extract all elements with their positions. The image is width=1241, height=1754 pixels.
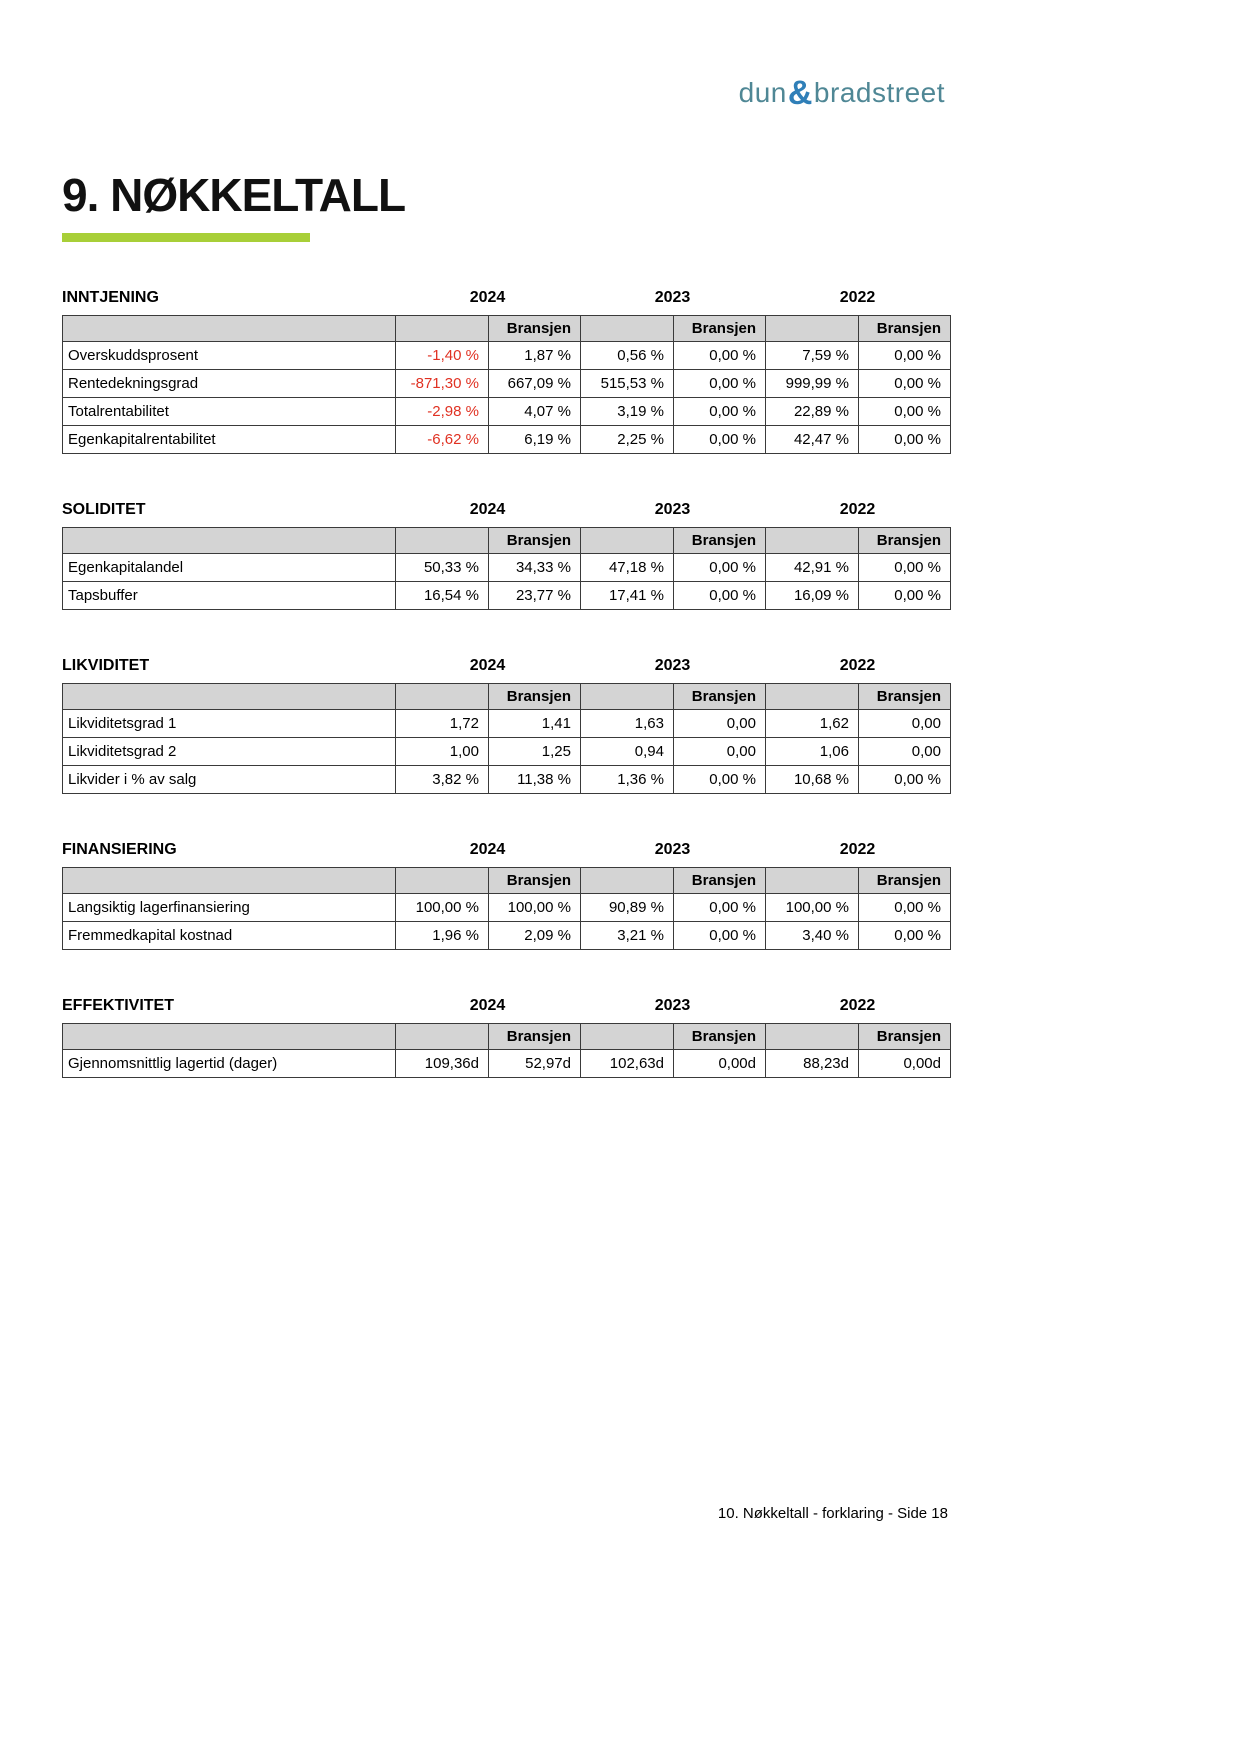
- bransjen-header-cell: Bransjen: [674, 528, 766, 554]
- table-row: [63, 766, 951, 794]
- table-row: [63, 370, 951, 398]
- value-cell: 0,00 %: [859, 398, 951, 426]
- year-label: 2022: [839, 657, 876, 674]
- section-likviditet: [62, 657, 950, 794]
- value-cell: 1,63: [581, 710, 674, 738]
- value-cell: 34,33 %: [489, 554, 581, 582]
- year-label: 2024: [469, 501, 506, 518]
- row-label-cell: Overskuddsprosent: [63, 342, 396, 370]
- value-cell: 3,40 %: [766, 922, 859, 950]
- row-label-cell: Likviditetsgrad 1: [63, 710, 396, 738]
- value-cell: 1,00: [396, 738, 489, 766]
- value-cell: 0,00d: [674, 1050, 766, 1078]
- value-cell: 0,94: [581, 738, 674, 766]
- value-cell: 0,00 %: [859, 582, 951, 610]
- data-table: [62, 315, 951, 454]
- header-empty-cell: [63, 316, 396, 342]
- value-cell: 100,00 %: [396, 894, 489, 922]
- bransjen-header-cell: Bransjen: [489, 528, 581, 554]
- data-table: [62, 867, 951, 950]
- row-label-cell: Likviditetsgrad 2: [63, 738, 396, 766]
- table-row: [63, 554, 951, 582]
- value-cell: 1,25: [489, 738, 581, 766]
- value-cell: 88,23d: [766, 1050, 859, 1078]
- bransjen-header-cell: Bransjen: [489, 868, 581, 894]
- header-empty-cell: [766, 1024, 859, 1050]
- value-cell: 0,00: [674, 710, 766, 738]
- year-label: 2024: [469, 657, 506, 674]
- data-table: [62, 1023, 951, 1078]
- value-cell: 102,63d: [581, 1050, 674, 1078]
- table-row: [63, 710, 951, 738]
- value-cell: 3,82 %: [396, 766, 489, 794]
- value-cell: 16,54 %: [396, 582, 489, 610]
- year-label: 2022: [839, 289, 876, 306]
- value-cell: 10,68 %: [766, 766, 859, 794]
- table-row: [63, 582, 951, 610]
- row-label-cell: Tapsbuffer: [63, 582, 396, 610]
- year-label: 2022: [839, 997, 876, 1014]
- value-cell: 0,00d: [859, 1050, 951, 1078]
- value-cell: -1,40 %: [396, 342, 489, 370]
- table-row: [63, 738, 951, 766]
- value-cell: 42,47 %: [766, 426, 859, 454]
- table-row: [63, 922, 951, 950]
- header-empty-cell: [63, 684, 396, 710]
- bransjen-header-cell: Bransjen: [859, 1024, 951, 1050]
- value-cell: 0,00 %: [859, 370, 951, 398]
- value-cell: 0,00 %: [859, 922, 951, 950]
- section-header: [62, 657, 950, 675]
- value-cell: 667,09 %: [489, 370, 581, 398]
- value-cell: 0,00 %: [674, 398, 766, 426]
- header-empty-cell: [396, 528, 489, 554]
- value-cell: 0,00 %: [674, 766, 766, 794]
- value-cell: 0,00 %: [674, 426, 766, 454]
- value-cell: 1,36 %: [581, 766, 674, 794]
- table-row: [63, 1050, 951, 1078]
- value-cell: 0,00: [859, 738, 951, 766]
- value-cell: 0,00 %: [674, 582, 766, 610]
- header-empty-cell: [581, 1024, 674, 1050]
- bransjen-header-row: [63, 528, 951, 554]
- bransjen-header-cell: Bransjen: [859, 868, 951, 894]
- value-cell: 1,87 %: [489, 342, 581, 370]
- data-table: [62, 527, 951, 610]
- row-label-cell: Fremmedkapital kostnad: [63, 922, 396, 950]
- value-cell: 0,00 %: [859, 766, 951, 794]
- bransjen-header-row: [63, 684, 951, 710]
- value-cell: 11,38 %: [489, 766, 581, 794]
- value-cell: 90,89 %: [581, 894, 674, 922]
- row-label-cell: Likvider i % av salg: [63, 766, 396, 794]
- section-title: INNTJENING: [62, 289, 159, 306]
- header-empty-cell: [63, 1024, 396, 1050]
- page-footer: 10. Nøkkeltall - forklaring - Side 18: [717, 1505, 948, 1522]
- section-header: [62, 997, 950, 1015]
- logo-bradstreet-text: bradstreet: [813, 77, 945, 108]
- value-cell: 0,00: [674, 738, 766, 766]
- value-cell: 3,21 %: [581, 922, 674, 950]
- section-soliditet: [62, 501, 950, 610]
- value-cell: 0,00 %: [674, 342, 766, 370]
- bransjen-header-row: [63, 868, 951, 894]
- value-cell: 2,25 %: [581, 426, 674, 454]
- year-label: 2023: [654, 997, 691, 1014]
- value-cell: 0,00: [859, 710, 951, 738]
- header-empty-cell: [396, 868, 489, 894]
- year-label: 2023: [654, 841, 691, 858]
- section-title: FINANSIERING: [62, 841, 177, 858]
- value-cell: 1,96 %: [396, 922, 489, 950]
- row-label-cell: Totalrentabilitet: [63, 398, 396, 426]
- header-empty-cell: [581, 868, 674, 894]
- header-empty-cell: [766, 316, 859, 342]
- section-title: SOLIDITET: [62, 501, 146, 518]
- section-header: [62, 289, 950, 307]
- value-cell: 6,19 %: [489, 426, 581, 454]
- value-cell: 0,00 %: [859, 894, 951, 922]
- header-empty-cell: [581, 528, 674, 554]
- value-cell: -871,30 %: [396, 370, 489, 398]
- section-inntjening: [62, 289, 950, 454]
- header-empty-cell: [581, 316, 674, 342]
- bransjen-header-cell: Bransjen: [674, 684, 766, 710]
- value-cell: 23,77 %: [489, 582, 581, 610]
- header-empty-cell: [766, 684, 859, 710]
- bransjen-header-cell: Bransjen: [674, 1024, 766, 1050]
- value-cell: 42,91 %: [766, 554, 859, 582]
- bransjen-header-cell: Bransjen: [674, 868, 766, 894]
- value-cell: 0,00 %: [674, 370, 766, 398]
- value-cell: 1,06: [766, 738, 859, 766]
- bransjen-header-cell: Bransjen: [674, 316, 766, 342]
- section-finansiering: [62, 841, 950, 950]
- bransjen-header-cell: Bransjen: [489, 1024, 581, 1050]
- table-row: [63, 894, 951, 922]
- row-label-cell: Langsiktig lagerfinansiering: [63, 894, 396, 922]
- bransjen-header-cell: Bransjen: [489, 684, 581, 710]
- page-content: [62, 0, 950, 1078]
- section-header: [62, 501, 950, 519]
- value-cell: 515,53 %: [581, 370, 674, 398]
- section-title: LIKVIDITET: [62, 657, 150, 674]
- row-label-cell: Egenkapitalandel: [63, 554, 396, 582]
- logo-dun-text: dun: [738, 77, 787, 108]
- value-cell: 109,36d: [396, 1050, 489, 1078]
- year-label: 2023: [654, 501, 691, 518]
- header-empty-cell: [396, 1024, 489, 1050]
- value-cell: 50,33 %: [396, 554, 489, 582]
- year-label: 2023: [654, 289, 691, 306]
- header-empty-cell: [581, 684, 674, 710]
- section-title: EFFEKTIVITET: [62, 997, 174, 1014]
- section-effektivitet: [62, 997, 950, 1078]
- value-cell: 16,09 %: [766, 582, 859, 610]
- table-row: [63, 342, 951, 370]
- value-cell: 0,56 %: [581, 342, 674, 370]
- bransjen-header-cell: Bransjen: [859, 684, 951, 710]
- value-cell: 22,89 %: [766, 398, 859, 426]
- bransjen-header-row: [63, 1024, 951, 1050]
- value-cell: 0,00 %: [859, 426, 951, 454]
- value-cell: 2,09 %: [489, 922, 581, 950]
- value-cell: -2,98 %: [396, 398, 489, 426]
- title-accent-bar: [62, 233, 310, 242]
- value-cell: -6,62 %: [396, 426, 489, 454]
- value-cell: 1,62: [766, 710, 859, 738]
- header-empty-cell: [766, 528, 859, 554]
- value-cell: 999,99 %: [766, 370, 859, 398]
- value-cell: 0,00 %: [674, 922, 766, 950]
- value-cell: 0,00 %: [674, 554, 766, 582]
- bransjen-header-cell: Bransjen: [489, 316, 581, 342]
- value-cell: 0,00 %: [859, 554, 951, 582]
- bransjen-header-cell: Bransjen: [859, 528, 951, 554]
- value-cell: 17,41 %: [581, 582, 674, 610]
- value-cell: 100,00 %: [766, 894, 859, 922]
- bransjen-header-row: [63, 316, 951, 342]
- row-label-cell: Rentedekningsgrad: [63, 370, 396, 398]
- row-label-cell: Gjennomsnittlig lagertid (dager): [63, 1050, 396, 1078]
- year-label: 2024: [469, 841, 506, 858]
- table-row: [63, 426, 951, 454]
- year-label: 2022: [839, 841, 876, 858]
- value-cell: 3,19 %: [581, 398, 674, 426]
- bransjen-header-cell: Bransjen: [859, 316, 951, 342]
- year-label: 2024: [469, 997, 506, 1014]
- value-cell: 4,07 %: [489, 398, 581, 426]
- section-header: [62, 841, 950, 859]
- data-table: [62, 683, 951, 794]
- year-label: 2022: [839, 501, 876, 518]
- row-label-cell: Egenkapitalrentabilitet: [63, 426, 396, 454]
- year-label: 2024: [469, 289, 506, 306]
- value-cell: 0,00 %: [674, 894, 766, 922]
- page-title: 9. NØKKELTALL: [62, 169, 406, 221]
- value-cell: 1,41: [489, 710, 581, 738]
- value-cell: 0,00 %: [859, 342, 951, 370]
- header-empty-cell: [396, 316, 489, 342]
- logo-ampersand-icon: &: [787, 74, 813, 112]
- year-label: 2023: [654, 657, 691, 674]
- header-empty-cell: [63, 528, 396, 554]
- table-row: [63, 398, 951, 426]
- header-empty-cell: [766, 868, 859, 894]
- header-empty-cell: [63, 868, 396, 894]
- tables-container: [62, 289, 950, 1078]
- value-cell: 7,59 %: [766, 342, 859, 370]
- value-cell: 100,00 %: [489, 894, 581, 922]
- value-cell: 52,97d: [489, 1050, 581, 1078]
- header-empty-cell: [396, 684, 489, 710]
- value-cell: 1,72: [396, 710, 489, 738]
- value-cell: 47,18 %: [581, 554, 674, 582]
